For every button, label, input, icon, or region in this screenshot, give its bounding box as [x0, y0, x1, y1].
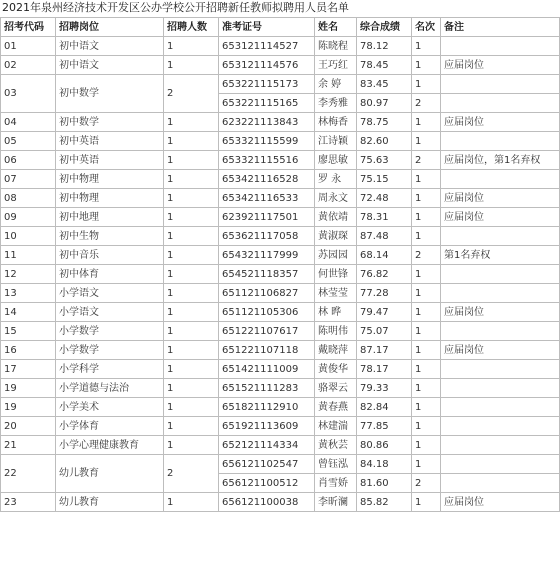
cell-count: 1 [164, 246, 219, 265]
header-code: 招考代码 [1, 18, 56, 37]
cell-count: 2 [164, 75, 219, 113]
table-row [1, 417, 560, 436]
cell-note [441, 37, 560, 56]
cell-name: 李秀雅 [315, 94, 357, 113]
cell-post: 初中生物 [56, 227, 164, 246]
cell-name: 何世锋 [315, 265, 357, 284]
cell-note [441, 75, 560, 94]
table-row [1, 265, 560, 284]
cell-rank: 1 [412, 360, 441, 379]
cell-name: 陈晓程 [315, 37, 357, 56]
cell-count: 1 [164, 493, 219, 512]
header-score: 综合成绩 [357, 18, 412, 37]
table-row [1, 37, 560, 56]
cell-count: 1 [164, 37, 219, 56]
cell-post: 小学美术 [56, 398, 164, 417]
cell-count: 1 [164, 379, 219, 398]
cell-count: 1 [164, 56, 219, 75]
cell-note [441, 94, 560, 113]
cell-name: 周永文 [315, 189, 357, 208]
cell-code: 03 [1, 75, 56, 113]
cell-name: 林 晔 [315, 303, 357, 322]
cell-note: 应届岗位 [441, 113, 560, 132]
table-row [1, 189, 560, 208]
cell-exam-id: 653121114576 [219, 56, 315, 75]
table-row [1, 132, 560, 151]
cell-count: 1 [164, 341, 219, 360]
cell-exam-id: 653421116528 [219, 170, 315, 189]
cell-name: 曾钰泓 [315, 455, 357, 474]
cell-exam-id: 653621117058 [219, 227, 315, 246]
cell-name: 戴晓萍 [315, 341, 357, 360]
cell-note [441, 474, 560, 493]
cell-score: 82.84 [357, 398, 412, 417]
cell-rank: 1 [412, 417, 441, 436]
table-row [1, 455, 560, 474]
cell-rank: 1 [412, 398, 441, 417]
cell-exam-id: 651521111283 [219, 379, 315, 398]
cell-note [441, 265, 560, 284]
cell-count: 1 [164, 208, 219, 227]
header-count: 招聘人数 [164, 18, 219, 37]
cell-code: 01 [1, 37, 56, 56]
cell-exam-id: 623921117501 [219, 208, 315, 227]
header-name: 姓名 [315, 18, 357, 37]
cell-code: 16 [1, 341, 56, 360]
cell-post: 初中数学 [56, 113, 164, 132]
cell-rank: 1 [412, 341, 441, 360]
table-row [1, 246, 560, 265]
cell-rank: 1 [412, 189, 441, 208]
cell-rank: 2 [412, 94, 441, 113]
cell-score: 75.15 [357, 170, 412, 189]
cell-exam-id: 654321117999 [219, 246, 315, 265]
header-row [1, 18, 560, 37]
table-body [1, 37, 560, 512]
cell-count: 1 [164, 132, 219, 151]
cell-rank: 2 [412, 151, 441, 170]
cell-score: 84.18 [357, 455, 412, 474]
cell-post: 小学心理健康教育 [56, 436, 164, 455]
cell-count: 1 [164, 170, 219, 189]
cell-exam-id: 651821112910 [219, 398, 315, 417]
cell-count: 1 [164, 113, 219, 132]
cell-score: 81.60 [357, 474, 412, 493]
cell-code: 21 [1, 436, 56, 455]
cell-rank: 1 [412, 113, 441, 132]
table-row [1, 379, 560, 398]
cell-name: 王巧红 [315, 56, 357, 75]
cell-code: 20 [1, 417, 56, 436]
cell-score: 76.82 [357, 265, 412, 284]
cell-score: 78.45 [357, 56, 412, 75]
cell-code: 19 [1, 379, 56, 398]
header-exam-id: 准考证号 [219, 18, 315, 37]
cell-post: 初中地理 [56, 208, 164, 227]
cell-score: 68.14 [357, 246, 412, 265]
cell-name: 黄秋芸 [315, 436, 357, 455]
cell-name: 黄春燕 [315, 398, 357, 417]
cell-name: 江诗颖 [315, 132, 357, 151]
cell-post: 初中物理 [56, 170, 164, 189]
cell-score: 80.86 [357, 436, 412, 455]
cell-score: 85.82 [357, 493, 412, 512]
cell-note [441, 398, 560, 417]
table-row [1, 208, 560, 227]
cell-post: 初中物理 [56, 189, 164, 208]
cell-score: 77.28 [357, 284, 412, 303]
hiring-list-table [0, 17, 560, 512]
cell-name: 廖思敏 [315, 151, 357, 170]
cell-rank: 1 [412, 37, 441, 56]
cell-name: 李昕澜 [315, 493, 357, 512]
cell-code: 19 [1, 398, 56, 417]
cell-note [441, 379, 560, 398]
cell-name: 罗 永 [315, 170, 357, 189]
cell-note: 应届岗位 [441, 189, 560, 208]
cell-code: 02 [1, 56, 56, 75]
cell-rank: 1 [412, 455, 441, 474]
cell-count: 1 [164, 417, 219, 436]
cell-code: 08 [1, 189, 56, 208]
cell-score: 78.17 [357, 360, 412, 379]
cell-post: 小学道德与法治 [56, 379, 164, 398]
cell-note [441, 360, 560, 379]
cell-exam-id: 623221113843 [219, 113, 315, 132]
cell-note [441, 436, 560, 455]
cell-post: 幼儿教育 [56, 455, 164, 493]
cell-code: 04 [1, 113, 56, 132]
cell-note [441, 132, 560, 151]
cell-rank: 1 [412, 284, 441, 303]
cell-score: 83.45 [357, 75, 412, 94]
cell-note [441, 170, 560, 189]
cell-score: 78.75 [357, 113, 412, 132]
table-row [1, 113, 560, 132]
cell-score: 78.31 [357, 208, 412, 227]
cell-exam-id: 651221107118 [219, 341, 315, 360]
cell-score: 80.97 [357, 94, 412, 113]
cell-rank: 1 [412, 303, 441, 322]
table-row [1, 170, 560, 189]
cell-code: 06 [1, 151, 56, 170]
cell-exam-id: 651121106827 [219, 284, 315, 303]
cell-post: 初中数学 [56, 75, 164, 113]
cell-exam-id: 653221115173 [219, 75, 315, 94]
header-rank: 名次 [412, 18, 441, 37]
cell-note: 应届岗位 [441, 56, 560, 75]
cell-rank: 1 [412, 493, 441, 512]
document-title: 2021年泉州经济技术开发区公办学校公开招聘新任教师拟聘用人员名单 [2, 1, 349, 14]
table-row [1, 436, 560, 455]
cell-note [441, 227, 560, 246]
cell-note: 应届岗位，第1名弃权 [441, 151, 560, 170]
cell-score: 75.07 [357, 322, 412, 341]
cell-rank: 2 [412, 246, 441, 265]
cell-post: 小学数学 [56, 322, 164, 341]
cell-code: 13 [1, 284, 56, 303]
cell-name: 黄依靖 [315, 208, 357, 227]
cell-code: 17 [1, 360, 56, 379]
cell-rank: 1 [412, 208, 441, 227]
table-row [1, 75, 560, 94]
cell-rank: 2 [412, 474, 441, 493]
table-row [1, 56, 560, 75]
cell-note [441, 417, 560, 436]
cell-exam-id: 653421116533 [219, 189, 315, 208]
cell-code: 22 [1, 455, 56, 493]
cell-note: 应届岗位 [441, 303, 560, 322]
cell-exam-id: 651921113609 [219, 417, 315, 436]
cell-exam-id: 653221115165 [219, 94, 315, 113]
cell-count: 2 [164, 455, 219, 493]
header-post: 招聘岗位 [56, 18, 164, 37]
cell-note: 应届岗位 [441, 208, 560, 227]
cell-score: 87.48 [357, 227, 412, 246]
cell-code: 12 [1, 265, 56, 284]
cell-code: 10 [1, 227, 56, 246]
cell-score: 82.60 [357, 132, 412, 151]
table-row [1, 227, 560, 246]
table-row [1, 303, 560, 322]
table-row [1, 284, 560, 303]
cell-code: 23 [1, 493, 56, 512]
cell-name: 余 婷 [315, 75, 357, 94]
cell-code: 14 [1, 303, 56, 322]
cell-post: 小学科学 [56, 360, 164, 379]
cell-name: 林建湍 [315, 417, 357, 436]
cell-post: 小学数学 [56, 341, 164, 360]
cell-count: 1 [164, 322, 219, 341]
cell-name: 肖雪娇 [315, 474, 357, 493]
cell-name: 黄俊华 [315, 360, 357, 379]
table-row [1, 398, 560, 417]
cell-count: 1 [164, 398, 219, 417]
cell-count: 1 [164, 284, 219, 303]
cell-rank: 1 [412, 265, 441, 284]
cell-exam-id: 656121102547 [219, 455, 315, 474]
cell-rank: 1 [412, 56, 441, 75]
cell-note [441, 455, 560, 474]
cell-exam-id: 653121114527 [219, 37, 315, 56]
cell-rank: 1 [412, 132, 441, 151]
cell-post: 初中语文 [56, 56, 164, 75]
cell-count: 1 [164, 265, 219, 284]
table-row [1, 341, 560, 360]
cell-name: 林莹莹 [315, 284, 357, 303]
cell-note: 应届岗位 [441, 341, 560, 360]
cell-rank: 1 [412, 322, 441, 341]
header-note: 备注 [441, 18, 560, 37]
cell-note [441, 322, 560, 341]
cell-rank: 1 [412, 379, 441, 398]
cell-rank: 1 [412, 436, 441, 455]
cell-name: 骆翠云 [315, 379, 357, 398]
cell-post: 初中英语 [56, 151, 164, 170]
table-row [1, 360, 560, 379]
table-row [1, 493, 560, 512]
cell-count: 1 [164, 189, 219, 208]
cell-post: 小学语文 [56, 303, 164, 322]
cell-exam-id: 656121100038 [219, 493, 315, 512]
cell-name: 黄淑琛 [315, 227, 357, 246]
cell-score: 77.85 [357, 417, 412, 436]
cell-rank: 1 [412, 227, 441, 246]
cell-note: 应届岗位 [441, 493, 560, 512]
cell-exam-id: 651221107617 [219, 322, 315, 341]
cell-rank: 1 [412, 75, 441, 94]
cell-post: 小学语文 [56, 284, 164, 303]
cell-code: 07 [1, 170, 56, 189]
cell-exam-id: 653321115599 [219, 132, 315, 151]
cell-name: 陈明伟 [315, 322, 357, 341]
cell-count: 1 [164, 360, 219, 379]
cell-exam-id: 654521118357 [219, 265, 315, 284]
cell-exam-id: 652121114334 [219, 436, 315, 455]
cell-post: 初中语文 [56, 37, 164, 56]
cell-exam-id: 651421111009 [219, 360, 315, 379]
cell-post: 幼儿教育 [56, 493, 164, 512]
cell-name: 苏园园 [315, 246, 357, 265]
cell-score: 78.12 [357, 37, 412, 56]
cell-post: 初中英语 [56, 132, 164, 151]
cell-score: 79.33 [357, 379, 412, 398]
cell-code: 09 [1, 208, 56, 227]
cell-rank: 1 [412, 170, 441, 189]
cell-post: 初中音乐 [56, 246, 164, 265]
cell-count: 1 [164, 227, 219, 246]
cell-name: 林梅香 [315, 113, 357, 132]
cell-code: 15 [1, 322, 56, 341]
cell-code: 11 [1, 246, 56, 265]
cell-score: 87.17 [357, 341, 412, 360]
cell-exam-id: 651121105306 [219, 303, 315, 322]
cell-count: 1 [164, 436, 219, 455]
cell-note [441, 284, 560, 303]
cell-count: 1 [164, 151, 219, 170]
cell-count: 1 [164, 303, 219, 322]
cell-exam-id: 653321115516 [219, 151, 315, 170]
cell-score: 72.48 [357, 189, 412, 208]
cell-note: 第1名弃权 [441, 246, 560, 265]
cell-score: 79.47 [357, 303, 412, 322]
table-row [1, 322, 560, 341]
cell-exam-id: 656121100512 [219, 474, 315, 493]
table-row [1, 151, 560, 170]
cell-score: 75.63 [357, 151, 412, 170]
cell-post: 初中体育 [56, 265, 164, 284]
cell-code: 05 [1, 132, 56, 151]
cell-post: 小学体育 [56, 417, 164, 436]
